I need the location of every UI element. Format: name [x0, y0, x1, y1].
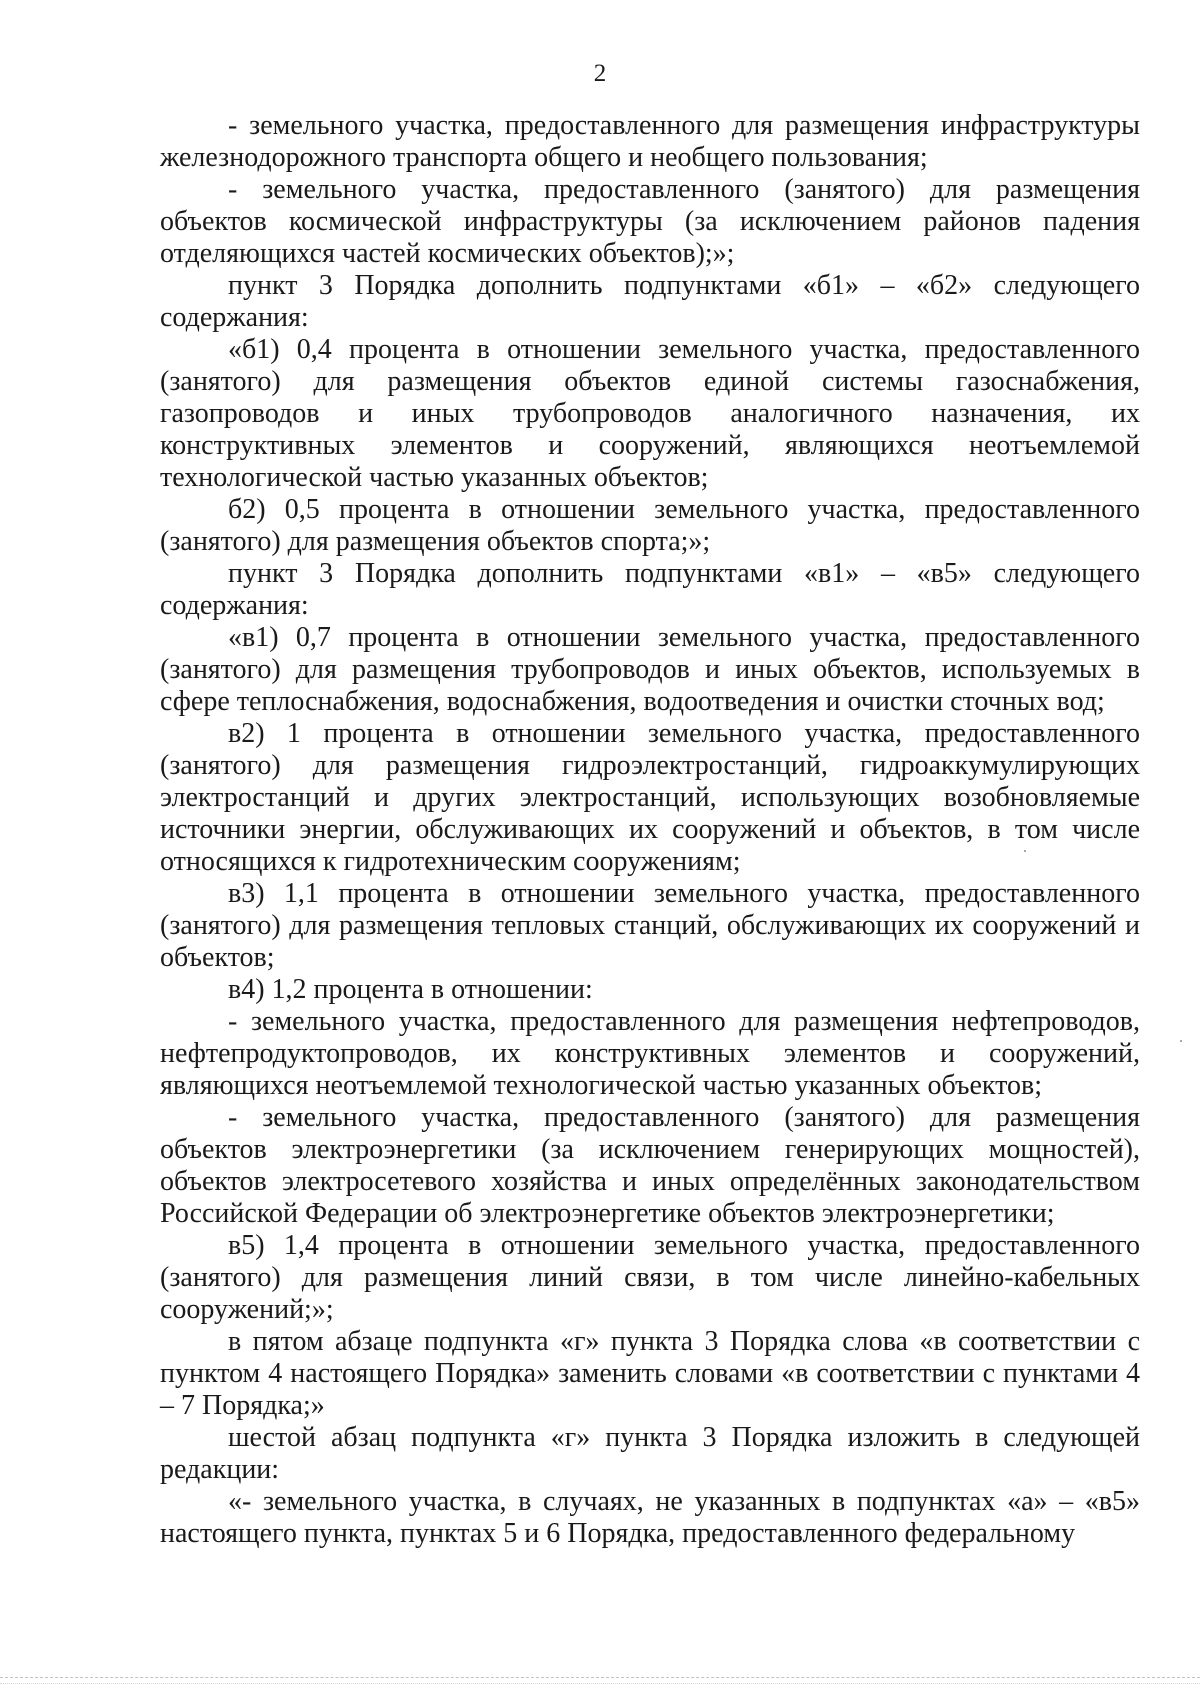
paragraph: шестой абзац подпункта «г» пункта 3 Порядка изложить в следующей редакции: [160, 1422, 1140, 1485]
scan-speck [1024, 850, 1026, 852]
paragraph: - земельного участка, предоставленного (занятого) для размещения объектов электроэнергетики (за исключением генерирующих мощностей), объектов электросетевого хозяйства и иных определённых законодательством Российской Федерации об электроэнергетике объектов электроэнергетики; [160, 1102, 1140, 1229]
paragraph: - земельного участка, предоставленного (занятого) для размещения объектов космической инфраструктуры (за исключением районов падения отделяющихся частей космических объектов);»; [160, 174, 1140, 269]
paragraph: в3) 1,1 процента в отношении земельного участка, предоставленного (занятого) для размещения тепловых станций, обслуживающих их сооружений и объектов; [160, 878, 1140, 973]
paragraph: в5) 1,4 процента в отношении земельного участка, предоставленного (занятого) для размещения линий связи, в том числе линейно-кабельных сооружений;»; [160, 1230, 1140, 1325]
paragraph: - земельного участка, предоставленного для размещения нефтепроводов, нефтепродуктопроводов, их конструктивных элементов и сооружений, являющихся неотъемлемой технологической частью указанных объектов; [160, 1006, 1140, 1101]
paragraph: «- земельного участка, в случаях, не указанных в подпунктах «а» – «в5» настоящего пункта, пунктах 5 и 6 Порядка, предоставленного федеральному [160, 1486, 1140, 1549]
page-number: 2 [593, 60, 607, 87]
scan-border-line [0, 1677, 1200, 1679]
paragraph: «б1) 0,4 процента в отношении земельного участка, предоставленного (занятого) для размещения объектов единой системы газоснабжения, газопроводов и иных трубопроводов аналогичного назначения, их конструктивных элементов и сооружений, являющихся неотъемлемой технологической частью указанных объектов; [160, 334, 1140, 493]
paragraph: пункт 3 Порядка дополнить подпунктами «в1» – «в5» следующего содержания: [160, 558, 1140, 621]
paragraph: «в1) 0,7 процента в отношении земельного участка, предоставленного (занятого) для размещения трубопроводов и иных объектов, используемых в сфере теплоснабжения, водоснабжения, водоотведения и очистки сточных вод; [160, 622, 1140, 717]
paragraph: пункт 3 Порядка дополнить подпунктами «б1» – «б2» следующего содержания: [160, 270, 1140, 333]
paragraph: в4) 1,2 процента в отношении: [228, 974, 593, 1005]
paragraph: в пятом абзаце подпункта «г» пункта 3 Порядка слова «в соответствии с пунктом 4 настоящего Порядка» заменить словами «в соответствии с пунктами 4 – 7 Порядка;» [160, 1326, 1140, 1421]
paragraph: б2) 0,5 процента в отношении земельного участка, предоставленного (занятого) для размещения объектов спорта;»; [160, 494, 1140, 557]
scan-speck [1180, 1040, 1182, 1042]
paragraph: в2) 1 процента в отношении земельного участка, предоставленного (занятого) для размещения гидроэлектростанций, гидроаккумулирующих электростанций и других электростанций, использующих возобновляемые источники энергии, обслуживающих их сооружений и объектов, в том числе относящихся к гидротехническим сооружениям; [160, 718, 1140, 877]
paragraph: - земельного участка, предоставленного для размещения инфраструктуры железнодорожного транспорта общего и необщего пользования; [160, 110, 1140, 173]
scan-border-line [0, 1683, 1200, 1685]
document-body [160, 110, 1140, 1550]
